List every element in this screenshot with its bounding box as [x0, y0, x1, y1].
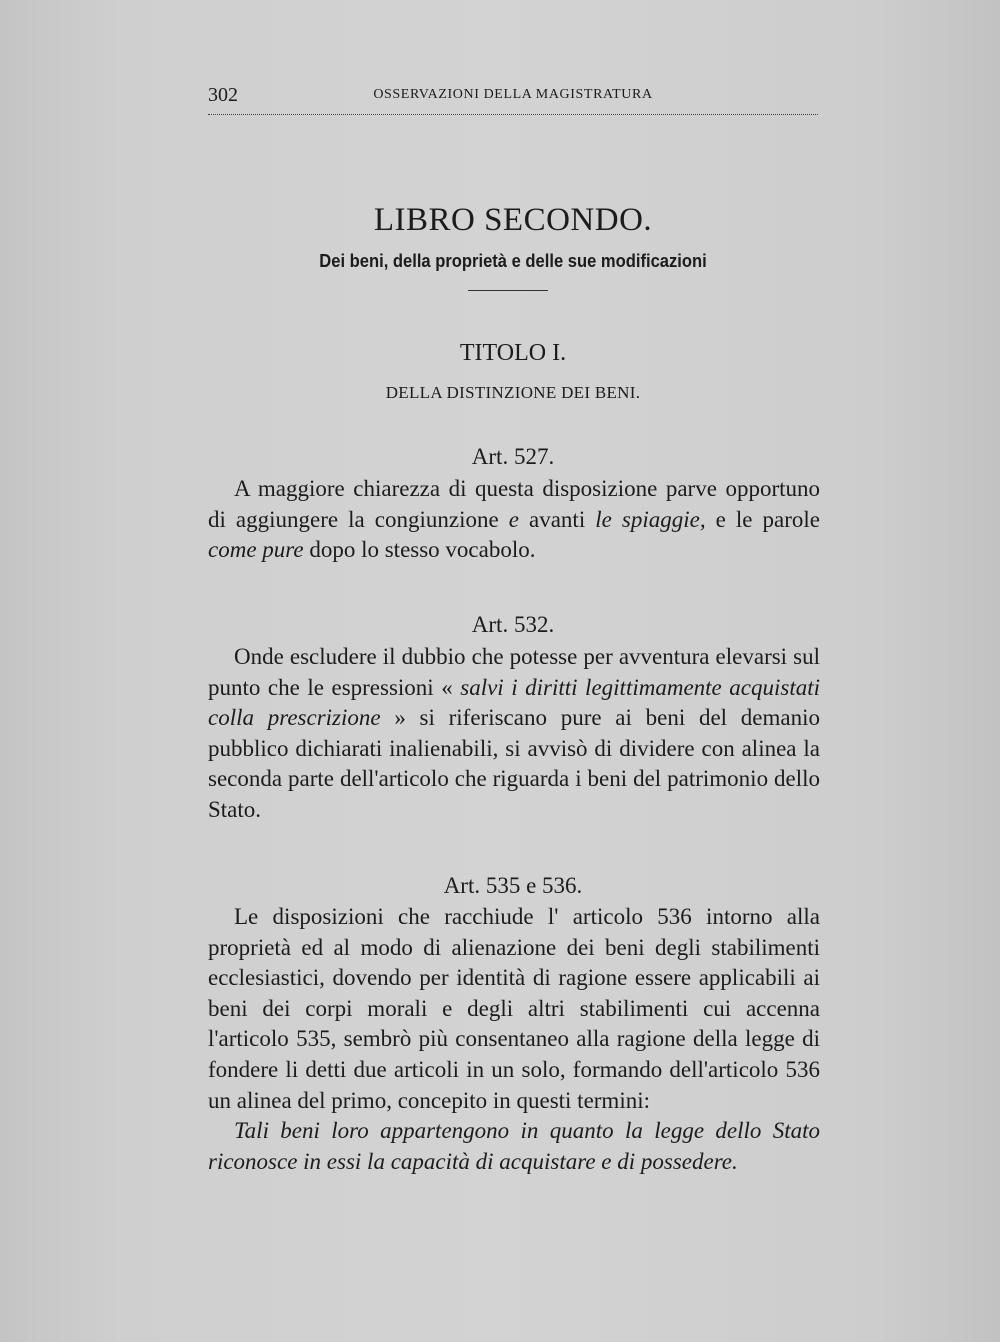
text-run: Onde escludere il dubbio che potesse per avventura elevarsi sul punto che le espressioni « [208, 644, 820, 700]
italic-run: come pure [208, 537, 304, 563]
italic-run: le spiaggie, [595, 506, 706, 532]
italic-run: salvi i diritti legittimamente acquistati colla prescrizione [208, 674, 820, 731]
book-subtitle: Dei beni, della proprietà e delle sue modificazioni [319, 251, 707, 271]
article-527-text [208, 474, 820, 566]
titolo-number: TITOLO I. [459, 340, 567, 366]
page-number: 302 [208, 84, 238, 106]
book-title: LIBRO SECONDO. [373, 202, 653, 238]
quoted-provision: Tali beni loro appartengono in quanto la legge dello Stato riconosce in essi la capacità di acquistare e di possedere. [208, 1118, 820, 1174]
text-run: » si riferiscano pure ai beni del demanio pubblico dichiarati inalienabili, si avvisò di dividere con alinea la seconda parte dell'articolo che riguarda i beni del patrimonio dello Stato. [208, 705, 820, 822]
paragraph: Le disposizioni che racchiude l' articolo 536 intorno alla proprietà ed al modo di alienazione dei beni degli stabilimenti ecclesiastici, dovendo per identità di ragione essere applicabili ai beni dei corpi morali e degli altri stabilimenti cui accenna l'articolo 535, sembrò più consentaneo alla ragione della legge di fondere li detti due articoli in un solo, formando dell'articolo 536 un alinea del primo, concepito in questi termini: [208, 904, 820, 1113]
titolo-heading: DELLA DISTINZIONE DEI BENI. [385, 383, 641, 402]
article-532-text [208, 642, 820, 826]
article-527-heading: Art. 527. [471, 444, 555, 469]
text-run: dopo lo stesso vocabolo. [303, 537, 536, 563]
text-run: avanti [518, 506, 596, 532]
text-run: A maggiore chiarezza di questa disposizione parve opportuno di aggiungere la congiunzione [208, 476, 820, 532]
italic-run: e [508, 506, 519, 532]
section-divider [468, 290, 548, 291]
article-535-536-text [208, 902, 820, 1177]
article-532-heading: Art. 532. [471, 612, 555, 637]
text-run: e le parole [705, 506, 821, 532]
article-535-536-heading: Art. 535 e 536. [443, 873, 583, 898]
page-header [208, 84, 818, 115]
running-title: OSSERVAZIONI DELLA MAGISTRATURA [373, 87, 653, 102]
